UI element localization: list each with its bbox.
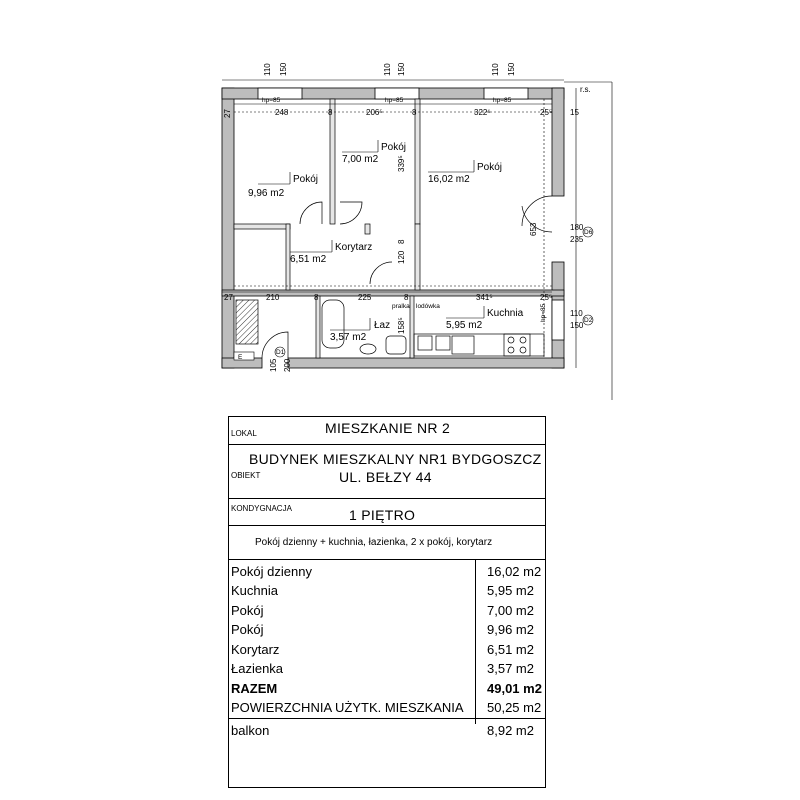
window-dim-3b: 150 [507,62,516,76]
area-value: 49,01 m2 [487,681,542,696]
description-block [229,526,545,560]
vdim-105: 105 [269,358,278,372]
room-area: 6,51 m2 [290,254,327,265]
hp-label-1: hp=85 [262,97,281,104]
vdim-8: 8 [397,239,406,244]
area-row [229,721,545,740]
room-name: Kuchnia [487,308,524,319]
kondygnacja-value: 1 PIĘTRO [349,507,416,523]
info-sheet [228,416,546,788]
kitchen-fixtures [414,334,544,356]
shaft-hatch [236,300,258,344]
mid-dim-8b: 8 [404,293,409,302]
obiekt-line-2: UL. BEŁZY 44 [339,469,432,485]
room-korytarz [290,240,372,265]
small-label-pralka: pralka [392,303,410,310]
vdim-120: 120 [397,250,406,264]
room-area: 16,02 m2 [428,174,470,185]
area-name: balkon [231,723,270,738]
room-name: Łaz [374,320,391,331]
hp-label-2: hp=85 [385,97,404,104]
area-row [229,679,545,698]
area-name: Pokój [231,622,264,637]
area-value: 5,95 m2 [487,583,534,598]
room-name: Pokój [381,142,407,153]
room-pokoj-1 [248,172,318,199]
area-row [229,562,545,581]
obiekt-line-1: BUDYNEK MIESZKALNY NR1 BYDGOSZCZ [249,451,542,467]
top-dim-8b: 8 [412,108,417,117]
area-name: Korytarz [231,642,280,657]
vdim-235: 235 [570,235,584,244]
room-area: 9,96 m2 [248,188,285,199]
mid-dim-225: 225 [358,293,372,302]
room-name: Pokój [293,174,319,185]
area-value: 16,02 m2 [487,564,542,579]
e-label: E [238,354,243,361]
vdim-27: 27 [223,109,232,118]
mid-dim-341: 341⁵ [476,293,493,302]
mid-dim-8a: 8 [314,293,319,302]
top-dim-322: 322⁶ [474,108,491,117]
area-value: 6,51 m2 [487,642,534,657]
room-area: 7,00 m2 [342,154,379,165]
mid-dim-27: 27 [224,293,233,302]
area-row [229,640,545,659]
description-text: Pokój dzienny + kuchnia, łazienka, 2 x pokój, korytarz [255,537,493,548]
area-name: Kuchnia [231,583,278,598]
window-dim-2b: 150 [397,62,406,76]
window-dim-2a: 110 [383,63,392,76]
kondygnacja-block [229,499,545,526]
area-name: RAZEM [231,681,278,696]
obiekt-block [229,445,545,499]
e-box [234,352,254,360]
room-area: 5,95 m2 [446,320,483,331]
top-dim-25: 25⁵ [540,108,553,117]
room-kuchnia [446,306,524,331]
area-name: Pokój dzienny [231,564,312,579]
small-label-lodowka: lodówka [416,303,440,310]
area-value: 50,25 m2 [487,700,542,715]
room-area: 3,57 m2 [330,332,367,343]
area-value: 7,00 m2 [487,603,534,618]
room-laz [330,318,390,343]
vdim-653: 653 [529,222,538,236]
window-dim-1b: 150 [279,62,288,76]
marker-d2: D2 [584,317,593,324]
hp-label-3: hp=85 [493,97,512,104]
r-s-label: r.s. [580,85,591,94]
interior-walls [234,99,420,358]
top-dim-15: 15 [570,108,579,117]
area-name: Łazienka [231,661,284,676]
top-dim-248: 248 [275,108,289,117]
area-row [229,698,545,719]
vdim-200: 200 [283,358,292,372]
area-value: 9,96 m2 [487,622,534,637]
area-row [229,659,545,678]
area-name: Pokój [231,603,264,618]
vdim-339: 339⁵ [397,155,406,172]
room-pokoj-3 [428,160,502,185]
dimension-lines [222,80,564,292]
window-dim-1a: 110 [263,63,272,76]
lokal-block [229,417,545,445]
room-name: Korytarz [335,242,373,253]
top-dim-206: 206⁵ [366,108,383,117]
marker-d1: D1 [276,349,285,356]
area-row [229,620,545,639]
area-value: 8,92 m2 [487,723,534,738]
kondygnacja-label: KONDYGNACJA [231,504,292,513]
lokal-value: MIESZKANIE NR 2 [325,420,451,436]
hp-label-4: hp=85 [540,303,547,322]
vdim-150: 150 [570,321,584,330]
obiekt-label: OBIEKT [231,471,261,480]
mid-dim-25: 25⁵ [540,293,553,302]
marker-d6: D6 [584,229,593,236]
area-row [229,601,545,620]
area-value: 3,57 m2 [487,661,534,676]
lokal-label: LOKAL [231,429,257,438]
window-dim-3a: 110 [491,63,500,76]
top-dim-8a: 8 [328,108,333,117]
vdim-180: 180 [570,223,584,232]
vdim-158: 158⁵ [397,317,406,334]
area-name: POWIERZCHNIA UŻYTK. MIESZKANIA [231,700,464,715]
room-name: Pokój [477,162,503,173]
vdim-110: 110 [570,309,583,318]
mid-dim-210: 210 [266,293,280,302]
area-row [229,581,545,600]
